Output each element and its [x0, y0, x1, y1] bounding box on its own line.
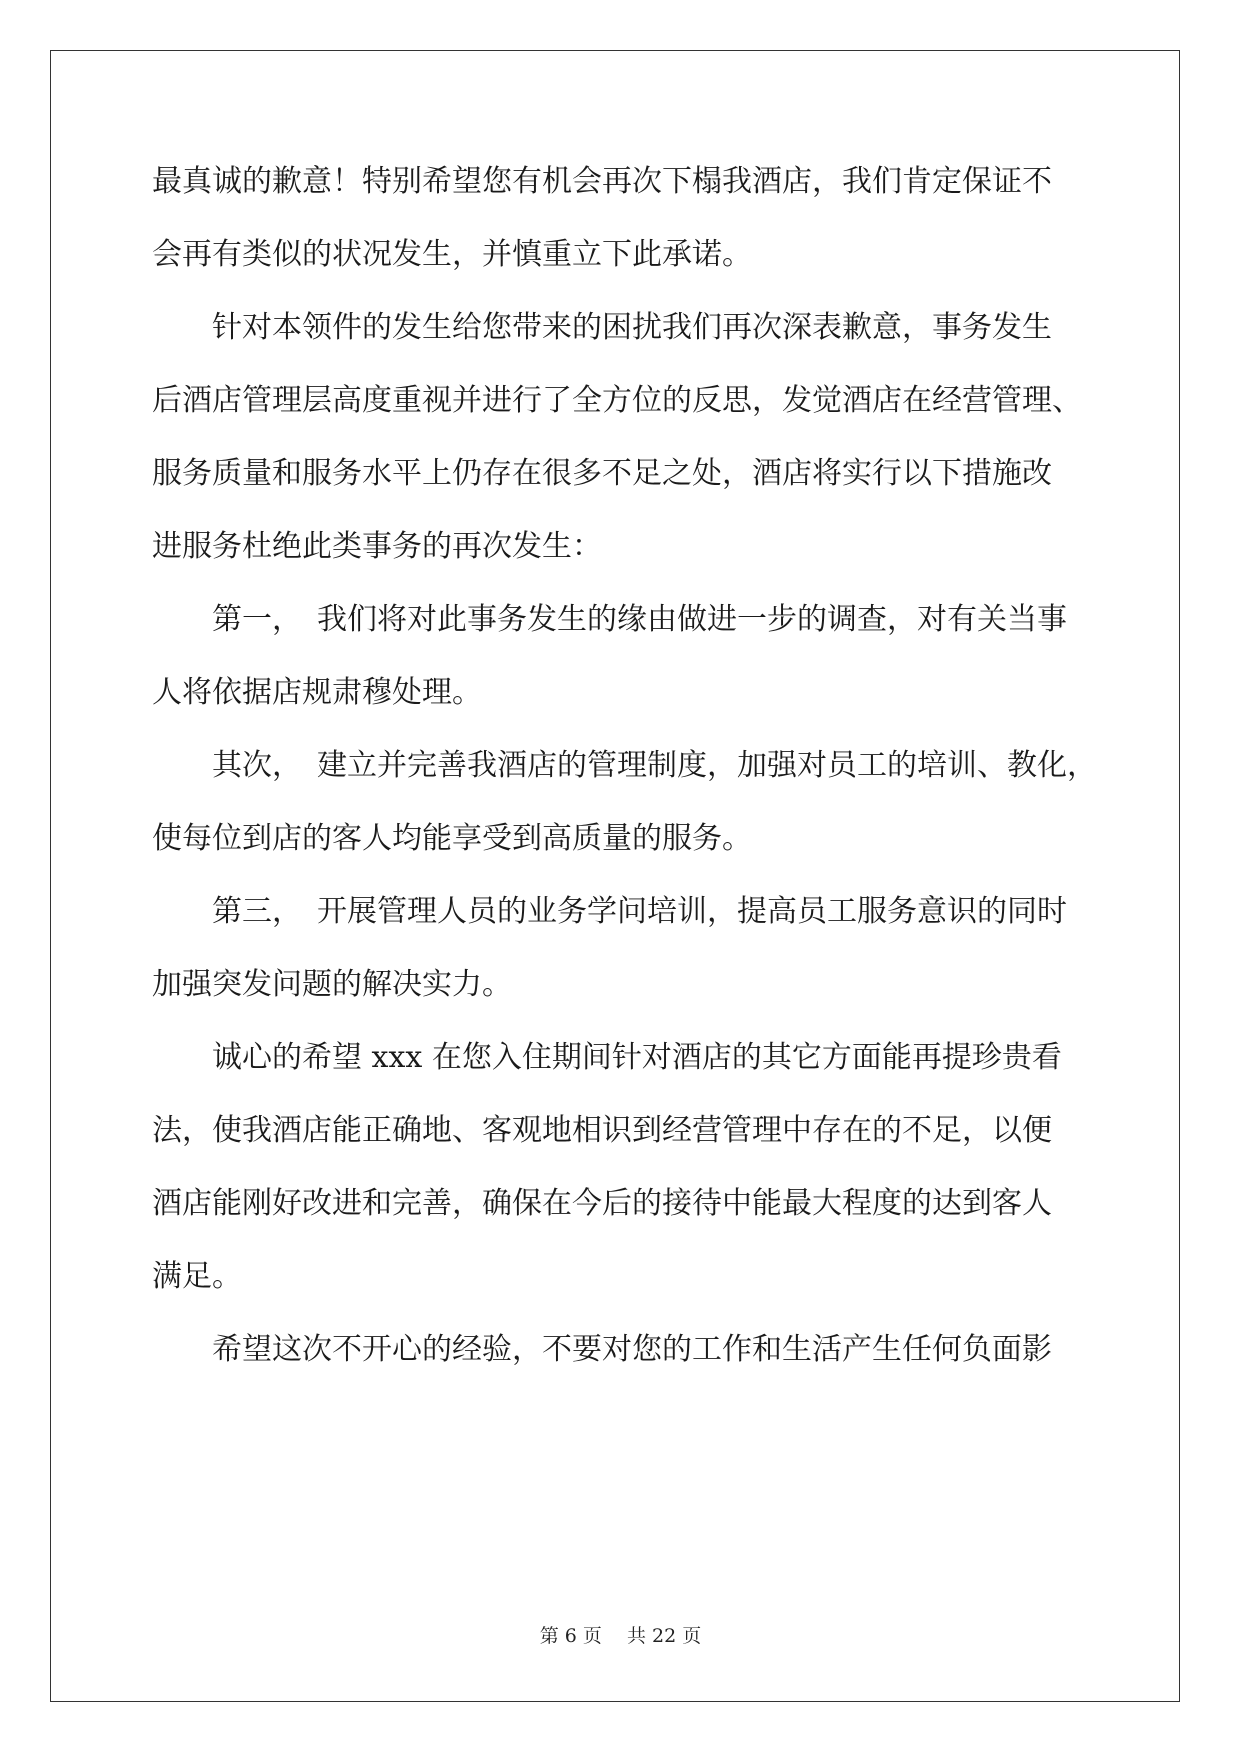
text-line: 其次， 建立并完善我酒店的管理制度，加强对员工的培训、教化，	[152, 748, 1097, 783]
text-line: 第三， 开展管理人员的业务学问培训，提高员工服务意识的同时	[152, 894, 1067, 929]
text-line: 第一， 我们将对此事务发生的缘由做进一步的调查，对有关当事	[152, 602, 1067, 637]
text-line: 服务质量和服务水平上仍存在很多不足之处，酒店将实行以下措施改	[152, 456, 1052, 491]
text-line: 针对本领件的发生给您带来的困扰我们再次深表歉意，事务发生	[152, 310, 1052, 345]
text-line: 进服务杜绝此类事务的再次发生：	[152, 529, 602, 564]
text-line: 酒店能刚好改进和完善，确保在今后的接待中能最大程度的达到客人	[152, 1186, 1052, 1221]
page-border	[50, 50, 1180, 1702]
page-number: 第 6 页 共 22 页	[539, 1625, 702, 1647]
text-line: 希望这次不开心的经验，不要对您的工作和生活产生任何负面影	[152, 1332, 1052, 1367]
text-line: 后酒店管理层高度重视并进行了全方位的反思，发觉酒店在经营管理、	[152, 383, 1082, 418]
text-line: 加强突发问题的解决实力。	[152, 967, 512, 1002]
text-line: 人将依据店规肃穆处理。	[152, 675, 482, 710]
text-line: 使每位到店的客人均能享受到高质量的服务。	[152, 821, 752, 856]
text-line: 会再有类似的状况发生，并慎重立下此承诺。	[152, 237, 752, 272]
text-line: 法，使我酒店能正确地、客观地相识到经营管理中存在的不足，以便	[152, 1113, 1052, 1148]
text-line: 最真诚的歉意！特别希望您有机会再次下榻我酒店，我们肯定保证不	[152, 164, 1052, 199]
text-line: 满足。	[152, 1259, 242, 1294]
text-line: 诚心的希望 xxx 在您入住期间针对酒店的其它方面能再提珍贵看	[152, 1040, 1062, 1075]
